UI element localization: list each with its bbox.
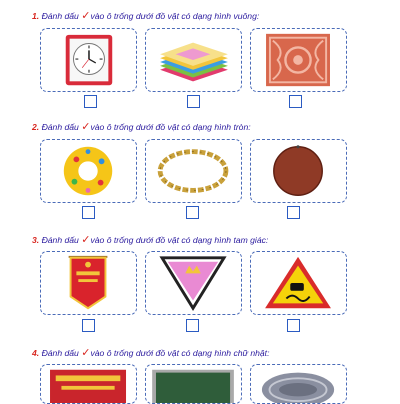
card-oval-rug (250, 364, 347, 404)
checkbox-3-3[interactable] (287, 319, 300, 332)
checkbox-3-1[interactable] (82, 319, 95, 332)
question-text-end: vào ô trống dưới đồ vật có dạng hình tròn: (90, 122, 251, 132)
warning-sign-icon (251, 252, 346, 314)
checkbox-1-3[interactable] (289, 95, 302, 108)
question-3 (32, 233, 268, 246)
card-pennant-flag (40, 251, 137, 315)
question-text-end: vào ô trống dưới đồ vật có dạng hình tam giác: (90, 235, 269, 245)
question-1 (32, 9, 259, 22)
card-carved-tile (250, 28, 347, 92)
question-text-start: Đánh dấu (41, 122, 79, 132)
checkbox-2-3[interactable] (287, 206, 300, 219)
question-number: 3. (32, 235, 40, 245)
card-gold-chain (145, 139, 242, 203)
question-text-start: Đánh dấu (41, 348, 79, 358)
oval-rug-icon (251, 365, 346, 403)
question-2 (32, 120, 251, 133)
foam-mat-icon (146, 29, 241, 91)
swim-ring-icon (41, 140, 136, 202)
question-number: 2. (32, 122, 40, 132)
checkmark-icon: ✓ (81, 10, 91, 22)
question-text-end: vào ô trống dưới đồ vật có dạng hình vuông: (90, 11, 260, 21)
question-number: 4. (32, 348, 40, 358)
gold-chain-icon (146, 140, 241, 202)
checkmark-icon: ✓ (81, 121, 91, 133)
question-number: 1. (32, 11, 40, 21)
checkmark-icon: ✓ (81, 234, 91, 246)
carved-tile-icon (251, 29, 346, 91)
card-banner-board (40, 364, 137, 404)
card-foam-mat (145, 28, 242, 92)
card-warning-sign (250, 251, 347, 315)
banner-board-icon (41, 365, 136, 403)
card-triangle-badge (145, 251, 242, 315)
checkbox-3-2[interactable] (186, 319, 199, 332)
round-board-icon (251, 140, 346, 202)
checkbox-2-2[interactable] (186, 206, 199, 219)
card-wall-clock (40, 28, 137, 92)
question-4 (32, 346, 269, 359)
question-text-start: Đánh dấu (41, 235, 79, 245)
card-swim-ring (40, 139, 137, 203)
chalkboard-icon (146, 365, 241, 403)
triangle-badge-icon (146, 252, 241, 314)
pennant-flag-icon (41, 252, 136, 314)
checkbox-1-1[interactable] (84, 95, 97, 108)
checkbox-2-1[interactable] (82, 206, 95, 219)
checkmark-icon: ✓ (81, 347, 91, 359)
checkbox-1-2[interactable] (187, 95, 200, 108)
question-text-start: Đánh dấu (41, 11, 79, 21)
card-round-board (250, 139, 347, 203)
wall-clock-icon (41, 29, 136, 91)
question-text-end: vào ô trống dưới đồ vật có dạng hình chữ nhật: (90, 348, 270, 358)
card-chalkboard (145, 364, 242, 404)
